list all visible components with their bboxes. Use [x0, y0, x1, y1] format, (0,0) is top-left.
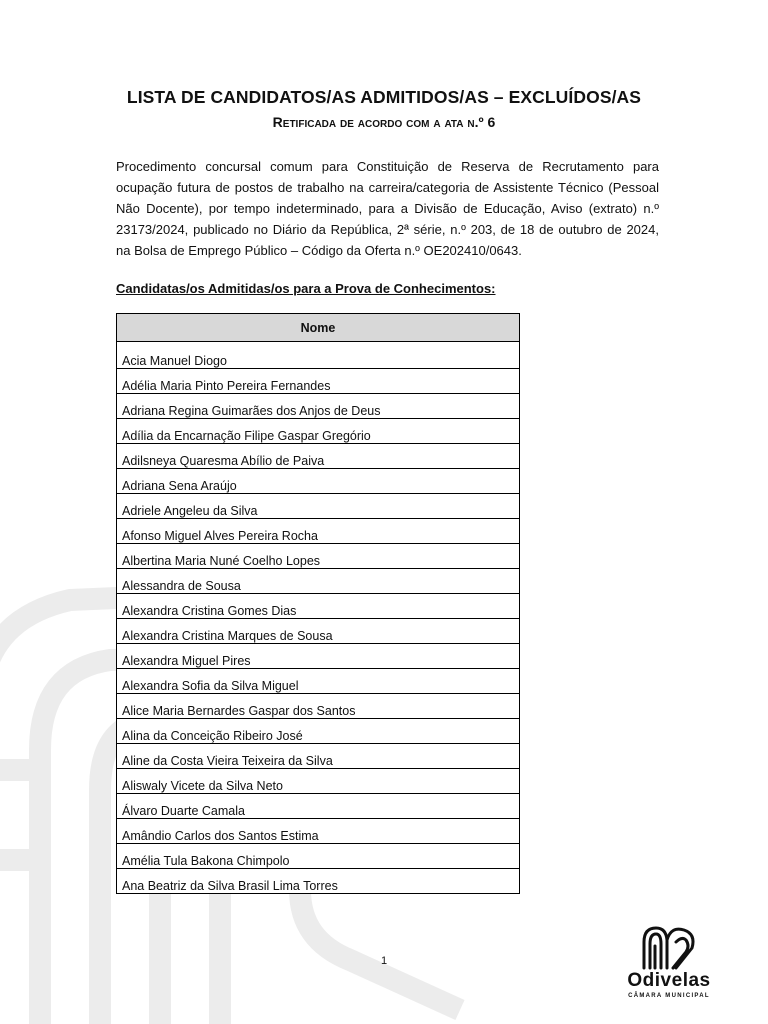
table-row [117, 794, 520, 819]
table-row [117, 694, 520, 719]
candidate-name-cell: Ana Beatriz da Silva Brasil Lima Torres [117, 869, 520, 894]
candidate-name-cell: Amélia Tula Bakona Chimpolo [117, 844, 520, 869]
candidate-name-cell: Alexandra Cristina Marques de Sousa [117, 619, 520, 644]
candidate-name-cell: Amândio Carlos dos Santos Estima [117, 819, 520, 844]
document-subtitle: Retificada de acordo com a ata n.º 6 [272, 114, 496, 130]
page-number: 1 [380, 955, 388, 967]
table-row [117, 444, 520, 469]
candidate-name-cell: Adriana Regina Guimarães dos Anjos de Deus [117, 394, 520, 419]
table-row [117, 769, 520, 794]
intro-paragraph: Procedimento concursal comum para Constituição de Reserva de Recrutamento para ocupação futura de postos de trabalho na carreira/categoria de Assistente Técnico (Pessoal Não Docente), por tempo indeterminado, para a Divisão de Educação, Aviso (extrato) n.º 23173/2024, publicado no Diário da República, 2ª série, n.º 203, de 18 de outubro de 2024, na Bolsa de Emprego Público – Código da Oferta n.º OE202410/0643. [116, 159, 659, 258]
table-row [117, 569, 520, 594]
logo-subtitle: CÂMARA MUNICIPAL [628, 993, 710, 999]
candidate-name-cell: Afonso Miguel Alves Pereira Rocha [117, 519, 520, 544]
table-row [117, 844, 520, 869]
candidate-name-cell: Aline da Costa Vieira Teixeira da Silva [117, 744, 520, 769]
table-row [117, 544, 520, 569]
table-row [117, 869, 520, 894]
table-header-row [117, 314, 520, 342]
table-row [117, 619, 520, 644]
candidate-name-cell: Alexandra Sofia da Silva Miguel [117, 669, 520, 694]
candidate-name-cell: Adriana Sena Araújo [117, 469, 520, 494]
table-row [117, 594, 520, 619]
table-row [117, 519, 520, 544]
candidate-name-cell: Alexandra Cristina Gomes Dias [117, 594, 520, 619]
table-row [117, 819, 520, 844]
table-row [117, 469, 520, 494]
candidate-name-cell: Alina da Conceição Ribeiro José [117, 719, 520, 744]
table-row [117, 744, 520, 769]
table-row [117, 719, 520, 744]
table-row [117, 369, 520, 394]
table-row [117, 644, 520, 669]
table-row [117, 669, 520, 694]
table-row [117, 342, 520, 369]
candidates-table [116, 313, 520, 894]
table-row [117, 419, 520, 444]
table-row [117, 494, 520, 519]
candidate-name-cell: Adélia Maria Pinto Pereira Fernandes [117, 369, 520, 394]
odivelas-heart-logo-icon [640, 922, 700, 972]
candidate-name-cell: Aliswaly Vicete da Silva Neto [117, 769, 520, 794]
logo-name: Odivelas [627, 970, 711, 991]
candidate-name-cell: Alessandra de Sousa [117, 569, 520, 594]
candidate-name-cell: Alexandra Miguel Pires [117, 644, 520, 669]
odivelas-logo [606, 910, 732, 1010]
candidate-name-cell: Alice Maria Bernardes Gaspar dos Santos [117, 694, 520, 719]
section-heading: Candidatas/os Admitidas/os para a Prova de Conhecimentos: [116, 281, 496, 296]
document-title: LISTA DE CANDIDATOS/AS ADMITIDOS/AS – EXCLUÍDOS/AS [126, 87, 642, 107]
candidate-name-cell: Adilsneya Quaresma Abílio de Paiva [117, 444, 520, 469]
candidate-name-cell: Adília da Encarnação Filipe Gaspar Gregório [117, 419, 520, 444]
candidate-name-cell: Adriele Angeleu da Silva [117, 494, 520, 519]
table-row [117, 394, 520, 419]
candidate-name-cell: Acia Manuel Diogo [117, 342, 520, 369]
candidate-name-cell: Albertina Maria Nuné Coelho Lopes [117, 544, 520, 569]
candidate-name-cell: Álvaro Duarte Camala [117, 794, 520, 819]
column-header-name: Nome [117, 314, 520, 342]
